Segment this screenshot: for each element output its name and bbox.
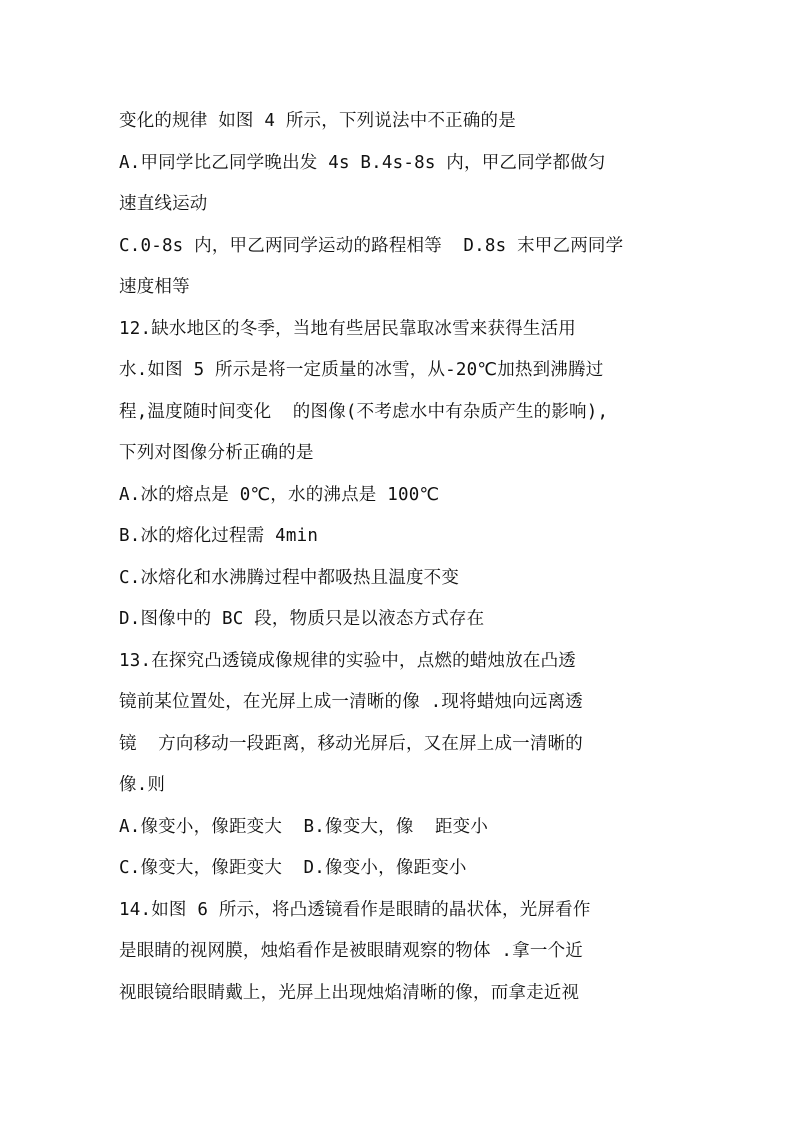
- text-line: 变化的规律 如图 4 所示，下列说法中不正确的是: [119, 111, 516, 131]
- text-line: 程,温度随时间变化 的图像(不考虑水中有杂质产生的影响),: [119, 401, 609, 422]
- text-line: 下列对图像分析正确的是: [119, 443, 314, 463]
- text-line: 镜 方向移动一段距离，移动光屏后，又在屏上成一清晰的: [119, 733, 583, 754]
- text-line: 13.在探究凸透镜成像规律的实验中，点燃的蜡烛放在凸透: [119, 650, 577, 671]
- text-line: 视眼镜给眼睛戴上，光屏上出现烛焰清晰的像，而拿走近视: [119, 982, 580, 1003]
- text-line: C.0-8s 内，甲乙两同学运动的路程相等 D.8s 末甲乙两同学: [119, 235, 624, 256]
- text-line: 速直线运动: [119, 194, 208, 214]
- text-line: A.像变小，像距变大 B.像变大，像 距变小: [119, 816, 489, 837]
- text-line: C.像变大，像距变大 D.像变小，像距变小: [119, 858, 467, 878]
- text-line: A.甲同学比乙同学晚出发 4s B.4s-8s 内，甲乙同学都做匀: [119, 152, 606, 173]
- text-line: 是眼睛的视网膜，烛焰看作是被眼睛观察的物体 .拿一个近: [119, 941, 583, 961]
- text-line: 速度相等: [119, 277, 190, 297]
- question-text-block: [119, 101, 699, 1014]
- text-line: 镜前某位置处，在光屏上成一清晰的像 .现将蜡烛向远离透: [119, 692, 583, 712]
- text-line: 水.如图 5 所示是将一定质量的冰雪，从-20℃加热到沸腾过: [119, 360, 604, 380]
- text-line: 12.缺水地区的冬季，当地有些居民靠取冰雪来获得生活用: [119, 318, 577, 339]
- text-line: A.冰的熔点是 0℃，水的沸点是 100℃: [119, 484, 440, 505]
- text-line: C.冰熔化和水沸腾过程中都吸热且温度不变: [119, 567, 460, 588]
- text-line: 14.如图 6 所示，将凸透镜看作是眼睛的晶状体，光屏看作: [119, 899, 591, 920]
- text-line: D.图像中的 BC 段，物质只是以液态方式存在: [119, 609, 485, 629]
- text-line: 像.则: [119, 775, 166, 795]
- text-line: B.冰的熔化过程需 4min: [119, 526, 319, 546]
